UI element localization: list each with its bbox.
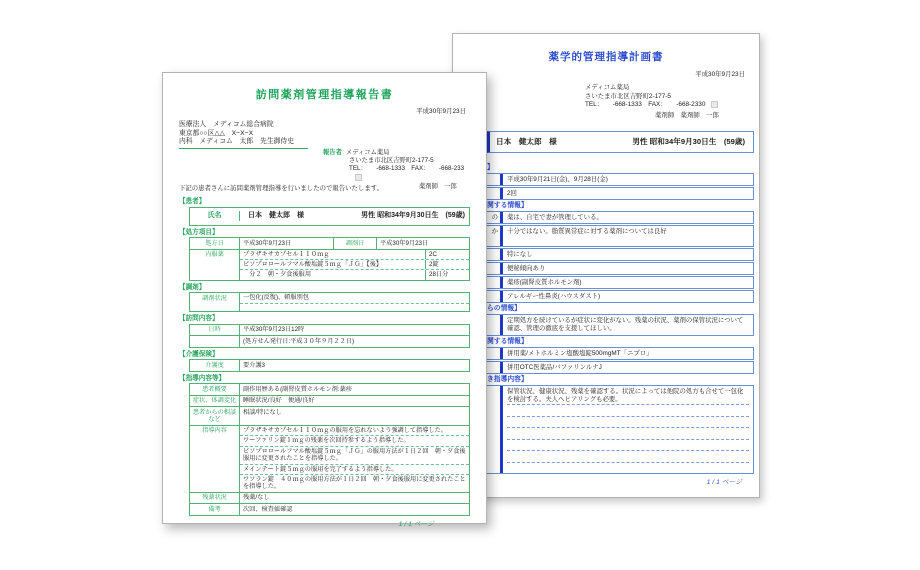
section-header-care: 【介護保険】 xyxy=(179,350,219,358)
dispense-date-label: 調剤日 xyxy=(333,238,377,248)
plan-section-header: 関する情報】 xyxy=(487,202,528,209)
plan-row-label: の xyxy=(491,213,498,221)
plan-row-value: 2回 xyxy=(500,188,753,199)
reporter-address: さいたま市北区吉野町2-177-5 xyxy=(349,157,434,165)
med-qty: 2錠 xyxy=(425,260,469,269)
reporter-line xyxy=(323,149,474,157)
section-header-rx: 【処方項目】 xyxy=(179,228,219,236)
report-recipient-block xyxy=(179,121,308,149)
overview-label: 患者概要 xyxy=(190,384,240,394)
recipient-doctor-line: 内科 メディコム 太郎 先生御侍史 xyxy=(179,138,308,149)
guidance-content-label: 指導内容 xyxy=(190,426,240,492)
plan-row-value: 平成30年9月21日(金)、9月28日(金) xyxy=(500,174,753,185)
dispense-date: 平成30年9月23日 xyxy=(380,239,429,247)
plan-guidance-content xyxy=(500,386,753,473)
reporter-pharmacist: 薬剤師 一郎 xyxy=(419,182,457,190)
plan-row-value: 特になし xyxy=(500,249,753,260)
plan-row-value: 併用OTC医薬品/バファリンルナJ xyxy=(500,362,753,373)
patient-box xyxy=(189,207,470,226)
dispense-box xyxy=(189,292,470,312)
visit-note-row xyxy=(190,335,469,346)
plan-guidance-text: 保管状況、健康状況、残薬を確認する。状況によっては他院の処方も合せて一包化を検討する。夫人へヒアリングも必要。 xyxy=(507,388,744,403)
pharmacy-address: さいたま市北区吉野町2-177-5 xyxy=(585,92,671,100)
med-name: 分２ 朝・夕食後服用 xyxy=(243,271,312,279)
med-line xyxy=(240,250,469,259)
section-header-patient: 【患者】 xyxy=(179,198,206,205)
guidance-item: ビソプロロールフマル酸塩錠５ｍｇ「ＪＧ」の服用方法が１日２回 朝・夕食後服用に変更されたことを指導した。 xyxy=(240,446,469,464)
plan-sections xyxy=(457,162,754,487)
med-name: プラザキサカプセル１１０ｍｇ xyxy=(243,250,330,258)
dispense-status-value: 一包化(反復)、頓服別包 xyxy=(243,294,309,302)
pharmacist-name: 薬剤師 薬剤師 一郎 xyxy=(655,111,719,119)
report-page-number: 1 / 1 ページ xyxy=(398,520,434,528)
reporter-telfax: TEL： -668-1333 FAX： -668-233 xyxy=(349,165,465,173)
patient-info: 男性 昭和34年9月30日生 (59歳) xyxy=(361,212,465,220)
patient-name-label: 氏名 xyxy=(190,211,240,221)
med-qty: 28日分 xyxy=(425,270,469,279)
report-sections xyxy=(179,195,470,528)
guidance-leftover-row xyxy=(190,492,469,503)
plan-section-header: らの情報】 xyxy=(487,305,521,312)
remarks-value: 次回、検査値確認 xyxy=(243,505,293,513)
plan-row-value: 十分ではない。脂質異常症に対する薬剤については良好 xyxy=(500,226,753,246)
empty-dashed-line xyxy=(507,462,749,474)
rx-date: 平成30年9月23日 xyxy=(243,239,292,247)
rx-meds-row xyxy=(190,249,469,280)
patient-row xyxy=(190,208,469,225)
leftover-value: 残薬/なし xyxy=(243,494,270,502)
visit-note: (処方せん発行日:平成３０年９月２２日) xyxy=(243,337,355,345)
plan-title: 薬学的管理指導計画書 xyxy=(548,51,664,63)
plan-row xyxy=(457,225,754,247)
dispense-status-label: 調剤状況 xyxy=(190,293,240,311)
guidance-item: ワソラン錠 ４０ｍｇの服用方法が１日２回 朝・夕食後服用に変更されたことを指導した。 xyxy=(240,474,469,492)
guidance-item: メインテート錠５ｍｇの服用を完了するよう指導した。 xyxy=(240,464,469,474)
pharmacy-name: メディコム薬局 xyxy=(585,84,630,91)
guidance-item: ワーファリン錠１ｍｇの残薬を次回持参するよう指導した。 xyxy=(240,435,469,445)
rx-dates-row xyxy=(190,238,469,248)
report-title: 訪問薬剤管理指導報告書 xyxy=(255,89,394,101)
recipient-line: 東京都○○区△△ X−X−X xyxy=(179,129,254,137)
guidance-item: プラザキサカプセル１１０ｍｇの服用を忘れないよう強調して指導した。 xyxy=(243,426,447,434)
plan-row-value: 定期処方を続けているが症状に変化がない。残薬の状況、薬剤の保管状況について確認、管理の徹底を支援してほしい。 xyxy=(500,315,753,335)
plan-row xyxy=(457,187,754,200)
empty-dashed-line xyxy=(507,439,749,451)
condition-label: 症状、体調変化 xyxy=(190,396,240,406)
plan-guidance-box xyxy=(457,385,754,474)
med-qty: 2C xyxy=(425,250,469,259)
pharmacy-telfax: TEL： -668-1333 FAX： -668-2330 xyxy=(585,101,706,109)
section-header-guidance: 【指導内容等】 xyxy=(179,374,226,382)
plan-row xyxy=(457,276,754,289)
empty-dashed-line xyxy=(507,416,749,428)
visit-datetime-label: 日時 xyxy=(190,325,240,335)
patient-name: 日本 健太郎 様 xyxy=(248,212,304,220)
guidance-overview-row xyxy=(190,384,469,394)
section-header-visit: 【訪問内容】 xyxy=(179,315,219,323)
guidance-consult-row xyxy=(190,406,469,425)
visit-datetime-row xyxy=(190,325,469,335)
empty-dashed-line xyxy=(507,404,749,416)
plan-date: 平成30年9月23日 xyxy=(695,71,745,78)
seal-placeholder-icon xyxy=(355,174,362,181)
plan-row-value: 薬は、自宅で妻が管理している。 xyxy=(500,212,753,223)
plan-section-header: き指導内容】 xyxy=(487,376,528,383)
plan-section-header: 関する情報】 xyxy=(487,338,528,345)
plan-row-value: 併用薬/メトホルミン塩酸塩錠500mgMT「ニプロ」 xyxy=(500,348,753,359)
reporter-pharmacy: メディコム薬局 xyxy=(345,149,390,156)
recipient-line: 医療法人 メディコム総合病院 xyxy=(179,121,274,128)
med-line xyxy=(240,269,469,279)
plan-row-value: アレルギー性鼻炎(ハウスダスト) xyxy=(500,291,753,302)
meds-label: 内服薬 xyxy=(190,250,240,280)
plan-row xyxy=(457,211,754,224)
care-level-row xyxy=(190,360,469,370)
plan-patient-row xyxy=(486,131,754,153)
visit-box xyxy=(189,324,470,348)
plan-row xyxy=(457,290,754,303)
overview-value: 副作用歴ある(副腎皮質ホルモン剤:薬疹 xyxy=(243,385,352,393)
reporter-telfax-line xyxy=(349,165,474,182)
care-level-label: 介護度 xyxy=(190,360,240,370)
plan-page-number: 1 / 1 ページ xyxy=(706,479,742,486)
plan-section-header: 】 xyxy=(487,164,494,171)
condition-value: 睡眠状況/良好 便通/良好 xyxy=(243,397,315,405)
pharmacy-telfax-line xyxy=(585,101,749,110)
guidance-condition-row xyxy=(190,395,469,406)
plan-row-value: 便秘傾向あり xyxy=(500,263,753,274)
plan-row xyxy=(457,262,754,275)
patient-info: 男性 昭和34年9月30日生 (59歳) xyxy=(632,137,745,146)
empty-dashed-line xyxy=(507,427,749,439)
seal-placeholder-icon xyxy=(711,101,718,108)
med-line xyxy=(240,259,469,269)
plan-row xyxy=(457,173,754,186)
plan-row xyxy=(457,347,754,360)
patient-name: 日本 健太郎 様 xyxy=(496,137,557,146)
plan-row xyxy=(457,248,754,261)
dispense-row xyxy=(190,293,469,311)
section-header-dispense: 【調剤】 xyxy=(179,283,206,291)
plan-row xyxy=(457,361,754,374)
rx-box xyxy=(189,237,470,281)
guidance-items xyxy=(240,426,469,492)
report-document-page xyxy=(162,72,487,528)
visit-note-label xyxy=(190,336,240,346)
guidance-content-row xyxy=(190,425,469,492)
remarks-label: 備考 xyxy=(190,504,240,514)
reporter-label: 報告者 xyxy=(323,149,342,156)
plan-row-value: 薬疹(副腎皮質ホルモン剤) xyxy=(500,277,753,288)
med-name: ビソプロロールフマル酸塩錠５ｍｇ「ＪＧ」【後】 xyxy=(243,261,383,268)
rx-date-label: 処方日 xyxy=(190,238,240,248)
dispense-status-content xyxy=(240,293,469,311)
empty-dashed-line xyxy=(507,450,749,462)
meds-list xyxy=(240,250,469,280)
guidance-remarks-row xyxy=(190,503,469,514)
visit-datetime: 平成30年9月23日12時 xyxy=(243,326,305,334)
report-intro-text: 下記の患者さんに訪問薬剤管理指導を行いましたので報告いたします。 xyxy=(179,185,383,192)
empty-dashed-line xyxy=(240,303,469,312)
report-date: 平成30年9月23日 xyxy=(416,108,466,115)
consult-label: 患者からの相談など xyxy=(190,407,240,425)
plan-document-page xyxy=(452,33,760,498)
leftover-label: 残薬状況 xyxy=(190,493,240,503)
guidance-box xyxy=(189,383,470,515)
plan-pharmacy-block xyxy=(585,84,749,120)
care-box xyxy=(189,359,470,371)
plan-row-label: か xyxy=(491,227,498,235)
care-level-value: 要介護3 xyxy=(243,361,266,369)
consult-value: 相談/特になし xyxy=(243,408,282,416)
plan-row xyxy=(457,314,754,336)
